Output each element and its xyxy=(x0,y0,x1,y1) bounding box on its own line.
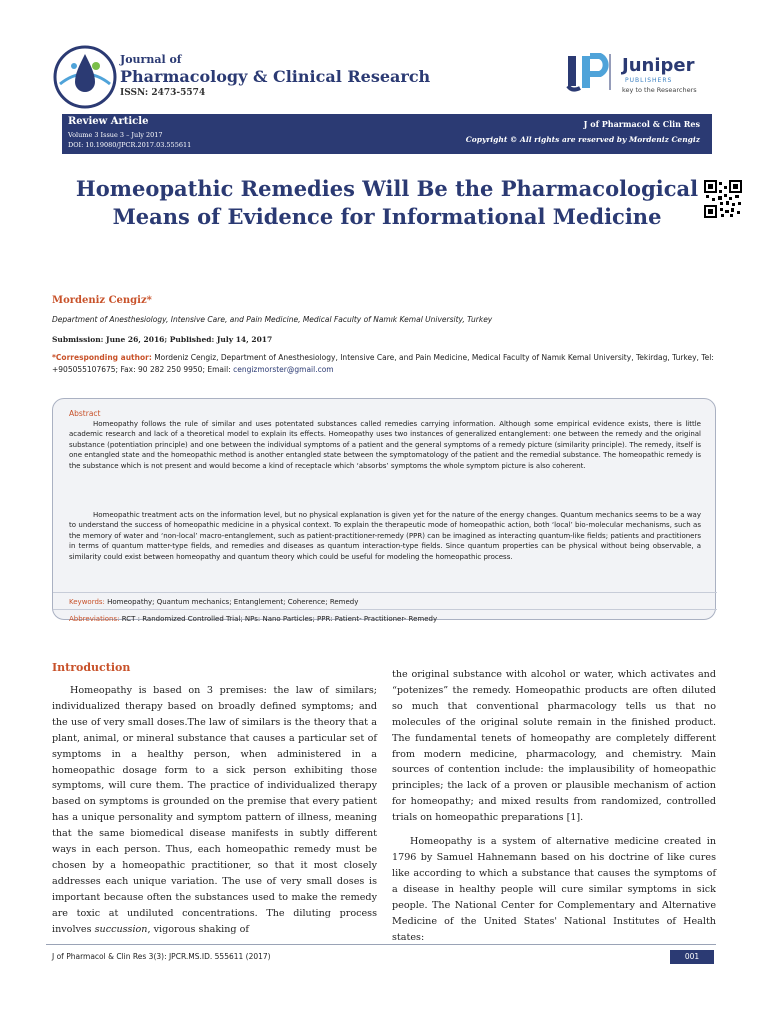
publisher-name: Juniper xyxy=(622,55,695,76)
qr-code-icon xyxy=(704,180,742,218)
journal-abbrev: J of Pharmacol & Clin Res xyxy=(583,119,700,129)
abstract-heading: Abstract xyxy=(69,409,101,418)
body-paragraph: Homeopathy is a system of alternative medicine created in 1796 by Samuel Hahnemann based on his doctrine of like cures like according to which a substance that causes the symptoms of a disease in healthy people will cure similar symptoms in sick people. The National Center for Complementary and Alternative Medicine of the United States' National Institutes of Health states: xyxy=(392,836,716,943)
keywords xyxy=(69,598,701,606)
footer-divider xyxy=(46,944,716,945)
section-heading-introduction: Introduction xyxy=(52,661,131,674)
issn: ISSN: 2473-5574 xyxy=(120,88,206,98)
author-name: Mordeniz Cengiz* xyxy=(52,295,152,306)
keywords-label: Keywords: xyxy=(69,598,105,606)
journal-logo-icon xyxy=(52,44,118,110)
body-column-right xyxy=(392,667,716,945)
abstract-divider xyxy=(53,592,717,593)
journal-of-label: Journal of xyxy=(120,53,182,66)
body-text: Homeopathy is based on 3 premises: the law of similars; individualized therapy based on broadly defined symptoms; and the use of very small doses.The law of similars is the theory that a plant, animal, or mineral substance that causes a particular set of symptoms in a healthy person, when administered in a homeopathic dosage form to a sick person exhibiting those symptoms, will cure them. The practice of individualized therapy based on symptoms is grounded on the premise that every patient has a unique personality and symptom pattern of illness, meaning that the same biomedical disease manifests in subtly different ways in each person. Thus, each homeopathic remedy must be chosen by a homeopathic practitioner, so that it most closely addresses each unique variation. The use of very small doses is important because often the substances used to make the remedy are toxic at undiluted concentrations. The diluting process involves xyxy=(52,685,377,935)
body-paragraph: the original substance with alcohol or water, which activates and “potenizes” the remedy. Homeopathic products are often diluted so much that conventional pharmacology tells us that no molecules of the original solute remain in the finished product. The fundamental tenets of homeopathy are completely different from modern medicine, pharmacology, and chemistry. Main sources of contention include: the implausibility of homeopathic principles; the lack of a proven or plausible mechanism of action for homeopathy; and mixed results from randomized, controlled trials on homeopathic preparations [1]. xyxy=(392,669,716,824)
footer-citation: J of Pharmacol & Clin Res 3(3): JPCR.MS.ID. 555611 (2017) xyxy=(52,952,271,961)
body-text: , vigorous shaking of xyxy=(147,923,249,935)
publisher-tagline: key to the Researchers xyxy=(622,86,697,94)
corresponding-author xyxy=(52,352,717,376)
juniper-logo-icon xyxy=(566,52,618,92)
publisher-sub: PUBLISHERS xyxy=(625,77,673,84)
copyright: Copyright © All rights are reserved by Mordeniz Cengiz xyxy=(465,135,700,144)
abstract-divider xyxy=(53,609,717,610)
abstract-paragraph: Homeopathy follows the rule of similar and uses potentated substances called remedies carrying information. Although some empirical evidence exists, there is little academic research and lack of a theoretical model to explain its effects. Homeopathy uses two instances of generalized entanglement: one between the remedy and the original substance (potentiation principle) and one between the individual symptoms of a patient and the general symptoms of a remedy picture (similarity principle). The remedy, itself is one entangled state and the homeopathic method is another entangled state between the symptomatology of the patient and the remedial substance. The homeopathic remedy is the substance which is not present and would become a kind of receptacle which ‘absorbs’ symptoms the whole symptom picture is also coherent. xyxy=(69,420,701,470)
affiliation: Department of Anesthesiology, Intensive Care, and Pain Medicine, Medical Faculty of Namık Kemal University, Turkey xyxy=(52,315,493,324)
body-paragraph xyxy=(52,683,377,938)
article-title: Homeopathic Remedies Will Be the Pharmacological Means of Evidence for Informational Medicine xyxy=(75,176,699,229)
page-number: 001 xyxy=(670,950,714,964)
keywords-text: Homeopathy; Quantum mechanics; Entanglement; Coherence; Remedy xyxy=(104,598,359,606)
abbreviations-label: Abbreviations: xyxy=(69,615,120,623)
corresponding-label: *Corresponding author: xyxy=(52,353,152,362)
volume-issue: Volume 3 Issue 3 – July 2017 xyxy=(68,131,163,139)
submission-dates: Submission: June 26, 2016; Published: July 14, 2017 xyxy=(52,335,273,344)
abbreviations xyxy=(69,615,701,623)
corresponding-details: Mordeniz Cengiz, Department of Anesthesiology, Intensive Care, and Pain Medicine, Medical Faculty of Namık Kemal University, Tekirdag, Turkey, Tel: +905055107675; Fax: 90 282 250 9950; Email: xyxy=(52,353,714,374)
abstract-box xyxy=(52,398,716,623)
email-link[interactable]: cengizmorster@gmail.com xyxy=(233,365,334,374)
body-column-left xyxy=(52,683,377,938)
doi-link[interactable]: DOI: 10.19080/JPCR.2017.03.555611 xyxy=(68,141,192,149)
abstract-paragraph: Homeopathic treatment acts on the information level, but no physical explanation is given yet for the nature of the energy changes. Quantum mechanics seems to be a way to understand the success of homeopathic medicine in a physical context. To explain the therapeutic mode of homeopathic action, both ‘local’ bio-molecular mechanisms, such as the memory of water and ‘non-local’ macro-entanglement, such as patient-practitioner-remedy (PPR) can be imagined as interacting quantum-like fields; patients and practitioners in terms of quantum matter-type fields, and remedies and diseases as quantum interaction-type fields. Since quantum properties can be physical without being observable, a similarity could exist between homeopathy and quantum theory which could be useful for modeling the homeopathic process. xyxy=(69,511,701,561)
body-emphasis: succussion xyxy=(94,923,148,935)
article-banner xyxy=(62,114,712,154)
article-type: Review Article xyxy=(68,116,149,127)
abbreviations-text: RCT : Randomized Controlled Trial; NPs: Nano Particles; PPR: Patient- Practitioner- Remedy xyxy=(119,615,438,623)
journal-name: Pharmacology & Clinical Research xyxy=(120,67,431,86)
